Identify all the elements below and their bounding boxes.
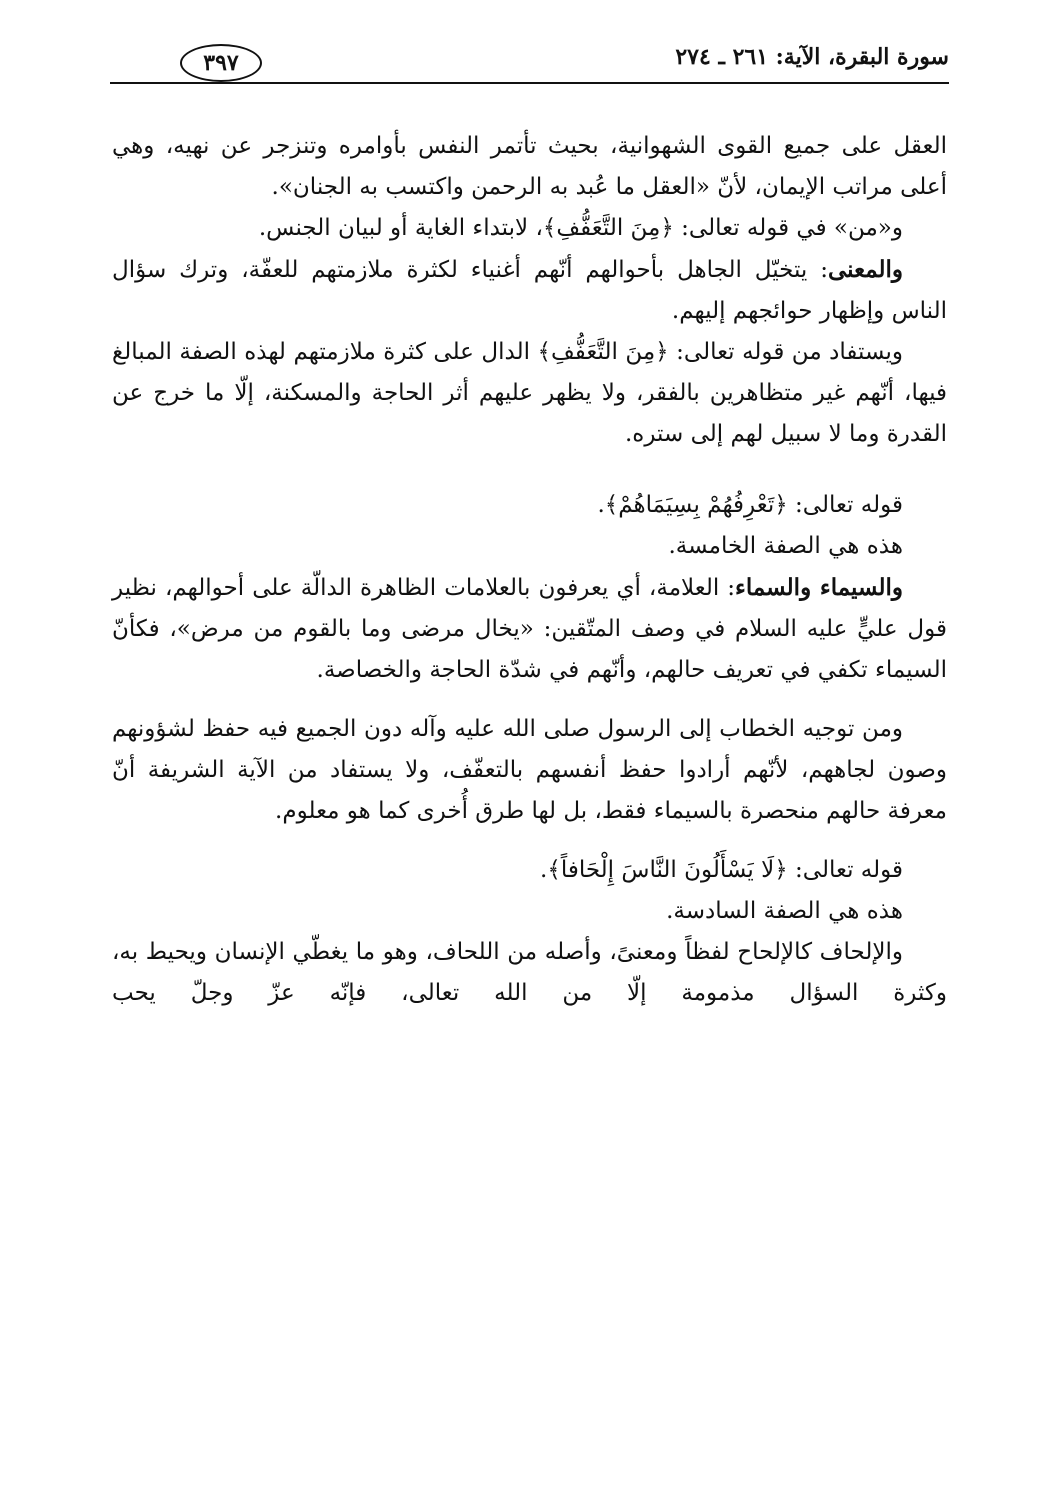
header-title: سورة البقرة، الآية: ٢٦١ ـ ٢٧٤ bbox=[675, 44, 949, 70]
verse-quote-1: قوله تعالى: ﴿تَعْرِفُهُمْ بِسِيَمَاهُمْ﴾. bbox=[597, 492, 903, 518]
paragraph-4: ويستفاد من قوله تعالى: ﴿مِنَ التَّعَفُّفِ﴾ الدال على كثرة ملازمتهم لهذه الصفة المبالغ فيها، أنّهم غير متظاهرين بالفقر، ولا يظهر عليهم أثر الحاجة والمسكنة، إلّا ما خرج عن القدرة وما لا سبيل لهم إلى ستره. bbox=[112, 339, 947, 447]
paragraph-6: ومن توجيه الخطاب إلى الرسول صلى الله عليه وآله دون الجميع فيه حفظ لشؤونهم وصون لجاههم، لأنّهم أرادوا حفظ أنفسهم بالتعفّف، ولا يستفاد من الآية الشريفة أنّ معرفة حالهم منحصرة بالسيماء فقط، بل لها طرق أُخرى كما هو معلوم. bbox=[112, 716, 947, 824]
section-gap bbox=[112, 455, 947, 485]
section-gap bbox=[112, 691, 947, 709]
verse-note-1: هذه هي الصفة الخامسة. bbox=[668, 533, 903, 559]
term-simaa: والسيماء والسماء bbox=[735, 574, 904, 601]
paragraph-1: العقل على جميع القوى الشهوانية، بحيث تأتمر النفس بأوامره وتنزجر عن نهيه، وهي أعلى مراتب الإيمان، لأنّ «العقل ما عُبد به الرحمن واكتسب به الجنان». bbox=[112, 133, 947, 200]
section-gap bbox=[112, 832, 947, 850]
paragraph-5 bbox=[112, 567, 947, 691]
page-number: ٣٩٧ bbox=[180, 44, 262, 82]
paragraph-3 bbox=[112, 249, 947, 332]
page-body bbox=[112, 126, 947, 1014]
term-meaning: والمعنى bbox=[827, 256, 903, 283]
verse-note-2: هذه هي الصفة السادسة. bbox=[666, 898, 903, 924]
paragraph-3-text: : يتخيّل الجاهل بأحوالهم أنّهم أغنياء لكثرة ملازمتهم للعفّة، وترك سؤال الناس وإظهار حوائجهم إليهم. bbox=[112, 257, 947, 324]
header-divider bbox=[110, 82, 949, 84]
paragraph-2: و«من» في قوله تعالى: ﴿مِنَ التَّعَفُّفِ﴾، لابتداء الغاية أو لبيان الجنس. bbox=[258, 215, 903, 241]
paragraph-7: والإلحاف كالإلحاح لفظاً ومعنىً، وأصله من اللحاف، وهو ما يغطّي الإنسان ويحيط به، وكثرة السؤال مذمومة إلّا من الله تعالى، فإنّه عزّ وجلّ يحب bbox=[112, 939, 947, 1006]
verse-quote-2: قوله تعالى: ﴿لَا يَسْأَلُونَ النَّاسَ إِلْحَافاً﴾. bbox=[540, 857, 903, 883]
paragraph-5-text: : العلامة، أي يعرفون بالعلامات الظاهرة الدالّة على أحوالهم، نظير قول عليٍّ عليه السلام في وصف المتّقين: «يخال مرضى وما بالقوم من مرض»، فكأنّ السيماء تكفي في تعريف حالهم، وأنّهم في شدّة الحاجة والخصاصة. bbox=[112, 575, 947, 683]
running-header bbox=[110, 40, 949, 84]
